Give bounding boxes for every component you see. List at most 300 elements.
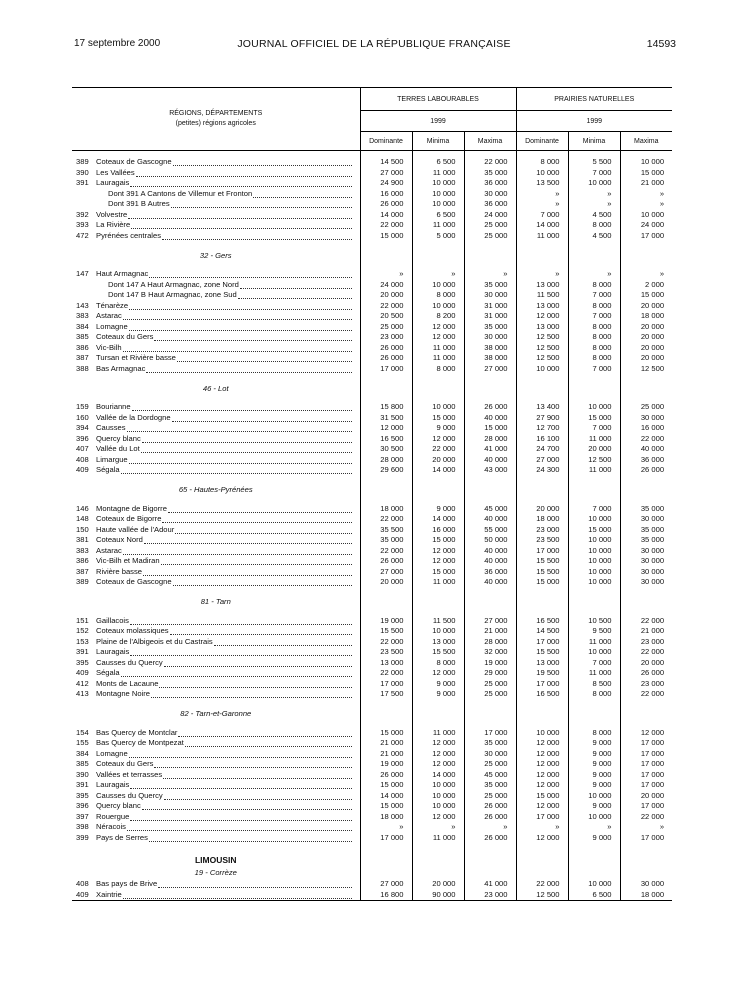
tl-maxima-value: 30 000 — [464, 332, 516, 343]
leader-dots — [143, 567, 351, 576]
tl-dominante-value: 20 500 — [360, 311, 412, 322]
region-cell — [72, 301, 360, 312]
region-label: Coteaux de Gascogne — [96, 577, 172, 586]
leader-dots — [170, 626, 352, 635]
table-row — [72, 759, 672, 770]
pn-maxima-value: 20 000 — [620, 322, 672, 333]
pn-dominante-value: 23 000 — [516, 525, 568, 536]
region-code: 381 — [76, 535, 89, 544]
pn-maxima-value: 30 000 — [620, 556, 672, 567]
leader-dots — [163, 770, 351, 779]
table-row — [72, 626, 672, 637]
tl-maxima-value: 30 000 — [464, 189, 516, 200]
tl-maxima-value: 45 000 — [464, 770, 516, 781]
region-label: La Rivière — [96, 220, 131, 229]
pn-minima-value: 7 000 — [568, 168, 620, 179]
region-code: 389 — [76, 157, 89, 166]
table-row — [72, 402, 672, 413]
region-label: Montagne Noire — [96, 689, 151, 698]
pn-dominante-value: 11 000 — [516, 231, 568, 242]
region-cell — [72, 189, 360, 200]
pn-maxima-value: 22 000 — [620, 434, 672, 445]
pn-dominante-value: 12 000 — [516, 833, 568, 844]
tl-minima-value: 12 000 — [412, 668, 464, 679]
region-cell — [72, 546, 360, 557]
tl-dominante-value: 23 500 — [360, 647, 412, 658]
tl-dominante-value: 14 500 — [360, 157, 412, 168]
pn-maxima-value: 36 000 — [620, 455, 672, 466]
region-code: 154 — [76, 727, 89, 737]
tl-dominante-value: 22 000 — [360, 668, 412, 679]
tl-maxima-value: 25 000 — [464, 791, 516, 802]
tl-maxima-value: 30 000 — [464, 290, 516, 301]
tl-dominante-value: 12 000 — [360, 423, 412, 434]
table-row — [72, 269, 672, 280]
region-code: 387 — [76, 353, 89, 362]
region-cell — [72, 890, 360, 901]
tl-dominante-value: 15 000 — [360, 801, 412, 812]
leader-dots — [123, 343, 352, 352]
leader-dots — [142, 801, 352, 810]
tl-dominante-value: 18 000 — [360, 812, 412, 823]
pn-dominante-value: » — [516, 822, 568, 833]
pn-minima-value: 8 000 — [568, 280, 620, 291]
region-cell — [72, 822, 360, 833]
region-label: Vallées et terrasses — [96, 769, 163, 779]
region-label: Volvestre — [96, 209, 128, 219]
pn-dominante-value: 13 500 — [516, 178, 568, 189]
tl-minima-value: 10 000 — [412, 402, 464, 413]
tl-minima-value: 12 000 — [412, 749, 464, 760]
tl-maxima-value: 43 000 — [464, 465, 516, 476]
region-cell — [72, 423, 360, 434]
pn-maxima-value: 17 000 — [620, 801, 672, 812]
region-code: 397 — [76, 811, 89, 821]
region-code: 147 — [76, 269, 89, 278]
region-cell — [72, 535, 360, 546]
pn-maxima-value: 17 000 — [620, 738, 672, 749]
table-row — [72, 301, 672, 312]
pn-minima-value: 10 000 — [568, 791, 620, 802]
regions-header-line2: (petites) régions agricoles — [175, 120, 256, 127]
pn-minima-value: 4 500 — [568, 231, 620, 242]
tl-maxima-value: 32 000 — [464, 647, 516, 658]
leader-dots — [253, 189, 351, 198]
pn-dominante-value: 17 000 — [516, 637, 568, 648]
pn-dominante-value: 16 100 — [516, 434, 568, 445]
leader-dots — [142, 434, 352, 443]
tl-minima-value: 11 000 — [412, 728, 464, 739]
region-code: 393 — [76, 220, 89, 229]
pn-dominante-value: 10 000 — [516, 364, 568, 375]
table-row — [72, 290, 672, 301]
region-code: 390 — [76, 769, 89, 779]
region-cell — [72, 626, 360, 637]
pn-minima-value: 10 000 — [568, 514, 620, 525]
pn-minima-value: 4 500 — [568, 210, 620, 221]
tl-minima-value: 16 000 — [412, 525, 464, 536]
leader-dots — [238, 290, 352, 299]
region-cell — [72, 157, 360, 168]
region-code: 390 — [76, 167, 89, 177]
tl-dominante-value: 35 000 — [360, 535, 412, 546]
leader-dots — [129, 322, 352, 331]
table-row — [72, 332, 672, 343]
leader-dots — [127, 423, 352, 432]
pn-maxima-value: 17 000 — [620, 833, 672, 844]
pn-minima-value: 8 000 — [568, 332, 620, 343]
tl-minima-value: 11 000 — [412, 168, 464, 179]
table-row — [72, 770, 672, 781]
tl-maxima-value: 40 000 — [464, 546, 516, 557]
region-code: 409 — [76, 668, 89, 677]
pn-dominante-value: 15 500 — [516, 556, 568, 567]
table-row — [72, 231, 672, 242]
tl-dominante-value: 29 600 — [360, 465, 412, 476]
leader-dots — [164, 791, 352, 800]
department-heading: 82 - Tarn-et-Garonne — [180, 709, 252, 718]
leader-dots — [173, 577, 352, 586]
pn-minima-value: 9 000 — [568, 770, 620, 781]
table-row — [72, 525, 672, 536]
tl-dominante-value: 14 000 — [360, 791, 412, 802]
region-code: 385 — [76, 759, 89, 768]
tl-maxima-value: 26 000 — [464, 801, 516, 812]
table-row — [72, 455, 672, 466]
tl-minima-value: 13 000 — [412, 637, 464, 648]
region-label: Haut Armagnac — [96, 269, 149, 278]
region-label: Limargue — [96, 454, 128, 464]
department-heading: 32 - Gers — [199, 250, 232, 260]
pn-dominante-value: 23 500 — [516, 535, 568, 546]
region-cell — [72, 780, 360, 791]
region-label: Dont 391 A Cantons de Villemur et Fronton — [108, 188, 253, 198]
pn-dominante-value: 19 500 — [516, 668, 568, 679]
tl-maxima-value: 17 000 — [464, 728, 516, 739]
region-label: Vallée de la Dordogne — [96, 412, 171, 422]
department-heading-row — [72, 374, 672, 402]
tl-minima-value: 22 000 — [412, 444, 464, 455]
tl-minima-value: 14 000 — [412, 465, 464, 476]
tl-minima-value: 8 000 — [412, 658, 464, 669]
leader-dots — [175, 525, 351, 534]
pn-dominante-value: 18 000 — [516, 514, 568, 525]
leader-dots — [121, 465, 352, 474]
table-row — [72, 280, 672, 291]
tl-dominante-value: 23 000 — [360, 332, 412, 343]
tl-maxima-value: 25 000 — [464, 679, 516, 690]
region-cell — [72, 647, 360, 658]
tl-maxima-value: 40 000 — [464, 413, 516, 424]
pn-minima-value: 9 000 — [568, 801, 620, 812]
pn-minima-value: 11 000 — [568, 637, 620, 648]
pn-dominante-value: 10 000 — [516, 168, 568, 179]
tl-minima-value: 12 000 — [412, 322, 464, 333]
tl-minima-value: 15 500 — [412, 647, 464, 658]
leader-dots — [154, 759, 351, 768]
col-minima: Minima — [568, 132, 620, 151]
pn-minima-value: 8 000 — [568, 689, 620, 700]
tl-dominante-value: 15 000 — [360, 231, 412, 242]
region-cell — [72, 556, 360, 567]
pn-dominante-value: 11 500 — [516, 290, 568, 301]
region-cell — [72, 749, 360, 760]
leader-dots — [154, 332, 351, 341]
table-row — [72, 637, 672, 648]
region-cell — [72, 791, 360, 802]
leader-dots — [149, 269, 351, 278]
region-cell — [72, 637, 360, 648]
region-code: 384 — [76, 321, 89, 331]
pn-dominante-value: 12 000 — [516, 749, 568, 760]
pn-minima-value: 15 000 — [568, 413, 620, 424]
region-label: Lauragais — [96, 647, 130, 656]
leader-dots — [146, 364, 351, 373]
region-label: Coteaux de Bigorre — [96, 514, 162, 523]
tl-dominante-value: » — [360, 269, 412, 280]
tl-minima-value: 10 000 — [412, 801, 464, 812]
pn-maxima-value: 30 000 — [620, 546, 672, 557]
tl-maxima-value: 41 000 — [464, 444, 516, 455]
pn-maxima-value: 15 000 — [620, 168, 672, 179]
region-label: Dont 147 B Haut Armagnac, zone Sud — [108, 290, 237, 299]
region-code: 388 — [76, 363, 89, 373]
tl-dominante-value: 31 500 — [360, 413, 412, 424]
pn-minima-value: 11 000 — [568, 434, 620, 445]
tl-dominante-value: 17 000 — [360, 679, 412, 690]
region-label: Quercy blanc — [96, 433, 141, 443]
pn-dominante-value: 13 400 — [516, 402, 568, 413]
pn-minima-value: 9 000 — [568, 833, 620, 844]
pn-dominante-value: 13 000 — [516, 322, 568, 333]
leader-dots — [127, 822, 352, 831]
pn-dominante-value: 22 000 — [516, 879, 568, 890]
pn-dominante-value: 12 000 — [516, 759, 568, 770]
pn-maxima-value: 17 000 — [620, 759, 672, 770]
pn-minima-value: 10 000 — [568, 402, 620, 413]
pn-minima-value: 10 000 — [568, 535, 620, 546]
region-cell — [72, 364, 360, 375]
tl-dominante-value: 26 000 — [360, 199, 412, 210]
pn-minima-value: 10 000 — [568, 812, 620, 823]
tl-maxima-value: 27 000 — [464, 364, 516, 375]
table-row — [72, 343, 672, 354]
pn-maxima-value: 23 000 — [620, 679, 672, 690]
pn-minima-value: 8 000 — [568, 322, 620, 333]
prairies-naturelles-header: PRAIRIES NATURELLES — [516, 88, 672, 111]
tl-dominante-value: » — [360, 822, 412, 833]
region-cell — [72, 269, 360, 280]
pn-dominante-value: 12 000 — [516, 311, 568, 322]
table-row — [72, 535, 672, 546]
region-cell — [72, 332, 360, 343]
tl-maxima-value: 25 000 — [464, 231, 516, 242]
tl-dominante-value: 15 500 — [360, 626, 412, 637]
pn-maxima-value: 22 000 — [620, 616, 672, 627]
leader-dots — [132, 402, 352, 411]
col-minima: Minima — [412, 132, 464, 151]
region-code: 408 — [76, 454, 89, 464]
department-heading-row — [72, 476, 672, 504]
region-label: Ténarèze — [96, 300, 129, 310]
tl-maxima-value: 55 000 — [464, 525, 516, 536]
region-code: 391 — [76, 647, 89, 656]
region-cell — [72, 311, 360, 322]
leader-dots — [123, 546, 352, 555]
tl-maxima-value: 35 000 — [464, 780, 516, 791]
tl-minima-value: 15 000 — [412, 567, 464, 578]
region-cell — [72, 290, 360, 301]
leader-dots — [130, 178, 351, 187]
pn-minima-value: 11 000 — [568, 465, 620, 476]
pn-dominante-value: 12 700 — [516, 423, 568, 434]
leader-dots — [123, 890, 352, 899]
region-cell — [72, 280, 360, 291]
table-row — [72, 679, 672, 690]
pn-maxima-value: 20 000 — [620, 791, 672, 802]
region-code: 387 — [76, 566, 89, 576]
pn-dominante-value: 12 500 — [516, 343, 568, 354]
tl-dominante-value: 22 000 — [360, 637, 412, 648]
tl-dominante-value: 24 000 — [360, 280, 412, 291]
region-cell — [72, 343, 360, 354]
pn-dominante-value: 15 500 — [516, 567, 568, 578]
pn-maxima-value: » — [620, 822, 672, 833]
region-code: 143 — [76, 300, 89, 310]
pn-minima-value: » — [568, 199, 620, 210]
pn-dominante-value: 10 000 — [516, 728, 568, 739]
tl-dominante-value: 14 000 — [360, 210, 412, 221]
tl-dominante-value: 15 000 — [360, 780, 412, 791]
region-label: Néracois — [96, 822, 126, 831]
tl-minima-value: 11 000 — [412, 577, 464, 588]
pn-minima-value: 15 000 — [568, 525, 620, 536]
table-row — [72, 738, 672, 749]
table-row — [72, 791, 672, 802]
department-heading: 19 - Corrèze — [194, 867, 237, 877]
pn-dominante-value: » — [516, 269, 568, 280]
pn-maxima-value: 35 000 — [620, 525, 672, 536]
pn-maxima-value: 22 000 — [620, 647, 672, 658]
leader-dots — [171, 199, 352, 208]
region-label: Dont 391 B Autres — [108, 199, 170, 208]
table-row — [72, 423, 672, 434]
region-label: Bas pays de Brive — [96, 879, 158, 888]
pn-minima-value: 8 000 — [568, 220, 620, 231]
pn-maxima-value: 20 000 — [620, 658, 672, 669]
tl-minima-value: » — [412, 822, 464, 833]
tl-minima-value: 10 000 — [412, 301, 464, 312]
pn-minima-value: 8 000 — [568, 728, 620, 739]
table-row — [72, 780, 672, 791]
region-code: 386 — [76, 556, 89, 565]
region-cell — [72, 812, 360, 823]
pn-minima-value: 9 000 — [568, 749, 620, 760]
tl-minima-value: 6 500 — [412, 157, 464, 168]
col-dominante: Dominante — [360, 132, 412, 151]
region-code: 396 — [76, 433, 89, 443]
region-cell — [72, 402, 360, 413]
pn-maxima-value: 17 000 — [620, 780, 672, 791]
region-code: 386 — [76, 342, 89, 352]
tl-dominante-value: 28 000 — [360, 455, 412, 466]
tl-maxima-value: 28 000 — [464, 434, 516, 445]
table-row — [72, 616, 672, 627]
pn-dominante-value: 7 000 — [516, 210, 568, 221]
region-label: Lauragais — [96, 178, 130, 187]
region-code: 409 — [76, 889, 89, 899]
tl-minima-value: 10 000 — [412, 189, 464, 200]
tl-dominante-value: 15 000 — [360, 728, 412, 739]
region-code: 385 — [76, 332, 89, 341]
pn-dominante-value: 12 500 — [516, 890, 568, 901]
pn-dominante-value: 14 500 — [516, 626, 568, 637]
table-row — [72, 210, 672, 221]
pn-minima-value: 9 500 — [568, 626, 620, 637]
leader-dots — [214, 637, 352, 646]
pn-minima-value: » — [568, 822, 620, 833]
leader-dots — [185, 738, 352, 747]
tl-maxima-value: 35 000 — [464, 280, 516, 291]
leader-dots — [149, 833, 352, 842]
tl-minima-value: 12 000 — [412, 332, 464, 343]
pn-maxima-value: » — [620, 199, 672, 210]
leader-dots — [162, 231, 351, 240]
pn-dominante-value: 27 900 — [516, 413, 568, 424]
tl-minima-value: 10 000 — [412, 780, 464, 791]
region-cell — [72, 833, 360, 844]
region-cell — [72, 231, 360, 242]
col-dominante: Dominante — [516, 132, 568, 151]
pn-maxima-value: 12 000 — [620, 728, 672, 739]
tl-dominante-value: 30 500 — [360, 444, 412, 455]
tl-dominante-value: 19 000 — [360, 759, 412, 770]
department-heading-row — [72, 865, 672, 879]
region-label: Monts de Lacaune — [96, 678, 159, 688]
region-cell — [72, 210, 360, 221]
tl-minima-value: 11 000 — [412, 343, 464, 354]
tl-maxima-value: 40 000 — [464, 455, 516, 466]
tl-maxima-value: 25 000 — [464, 220, 516, 231]
region-cell — [72, 413, 360, 424]
tl-minima-value: 9 000 — [412, 679, 464, 690]
pn-minima-value: 9 000 — [568, 738, 620, 749]
pn-maxima-value: 18 000 — [620, 890, 672, 901]
pn-maxima-value: 30 000 — [620, 567, 672, 578]
table-row — [72, 801, 672, 812]
table-row — [72, 157, 672, 168]
tl-minima-value: 11 000 — [412, 220, 464, 231]
tl-dominante-value: 16 800 — [360, 890, 412, 901]
leader-dots — [240, 280, 352, 289]
region-label: Pays de Serres — [96, 832, 148, 842]
tl-maxima-value: 30 000 — [464, 749, 516, 760]
pn-maxima-value: 20 000 — [620, 332, 672, 343]
pn-maxima-value: 20 000 — [620, 301, 672, 312]
leader-dots — [129, 455, 352, 464]
region-heading-row — [72, 843, 672, 865]
pn-maxima-value: 22 000 — [620, 689, 672, 700]
department-heading-row — [72, 588, 672, 616]
leader-dots — [123, 311, 352, 320]
pn-minima-value: 10 000 — [568, 647, 620, 658]
region-code: 391 — [76, 780, 89, 789]
tl-maxima-value: 40 000 — [464, 577, 516, 588]
region-code: 409 — [76, 465, 89, 474]
region-code: 395 — [76, 657, 89, 667]
region-label: Plaine de l'Albigeois et du Castrais — [96, 636, 213, 646]
region-code: 383 — [76, 311, 89, 320]
